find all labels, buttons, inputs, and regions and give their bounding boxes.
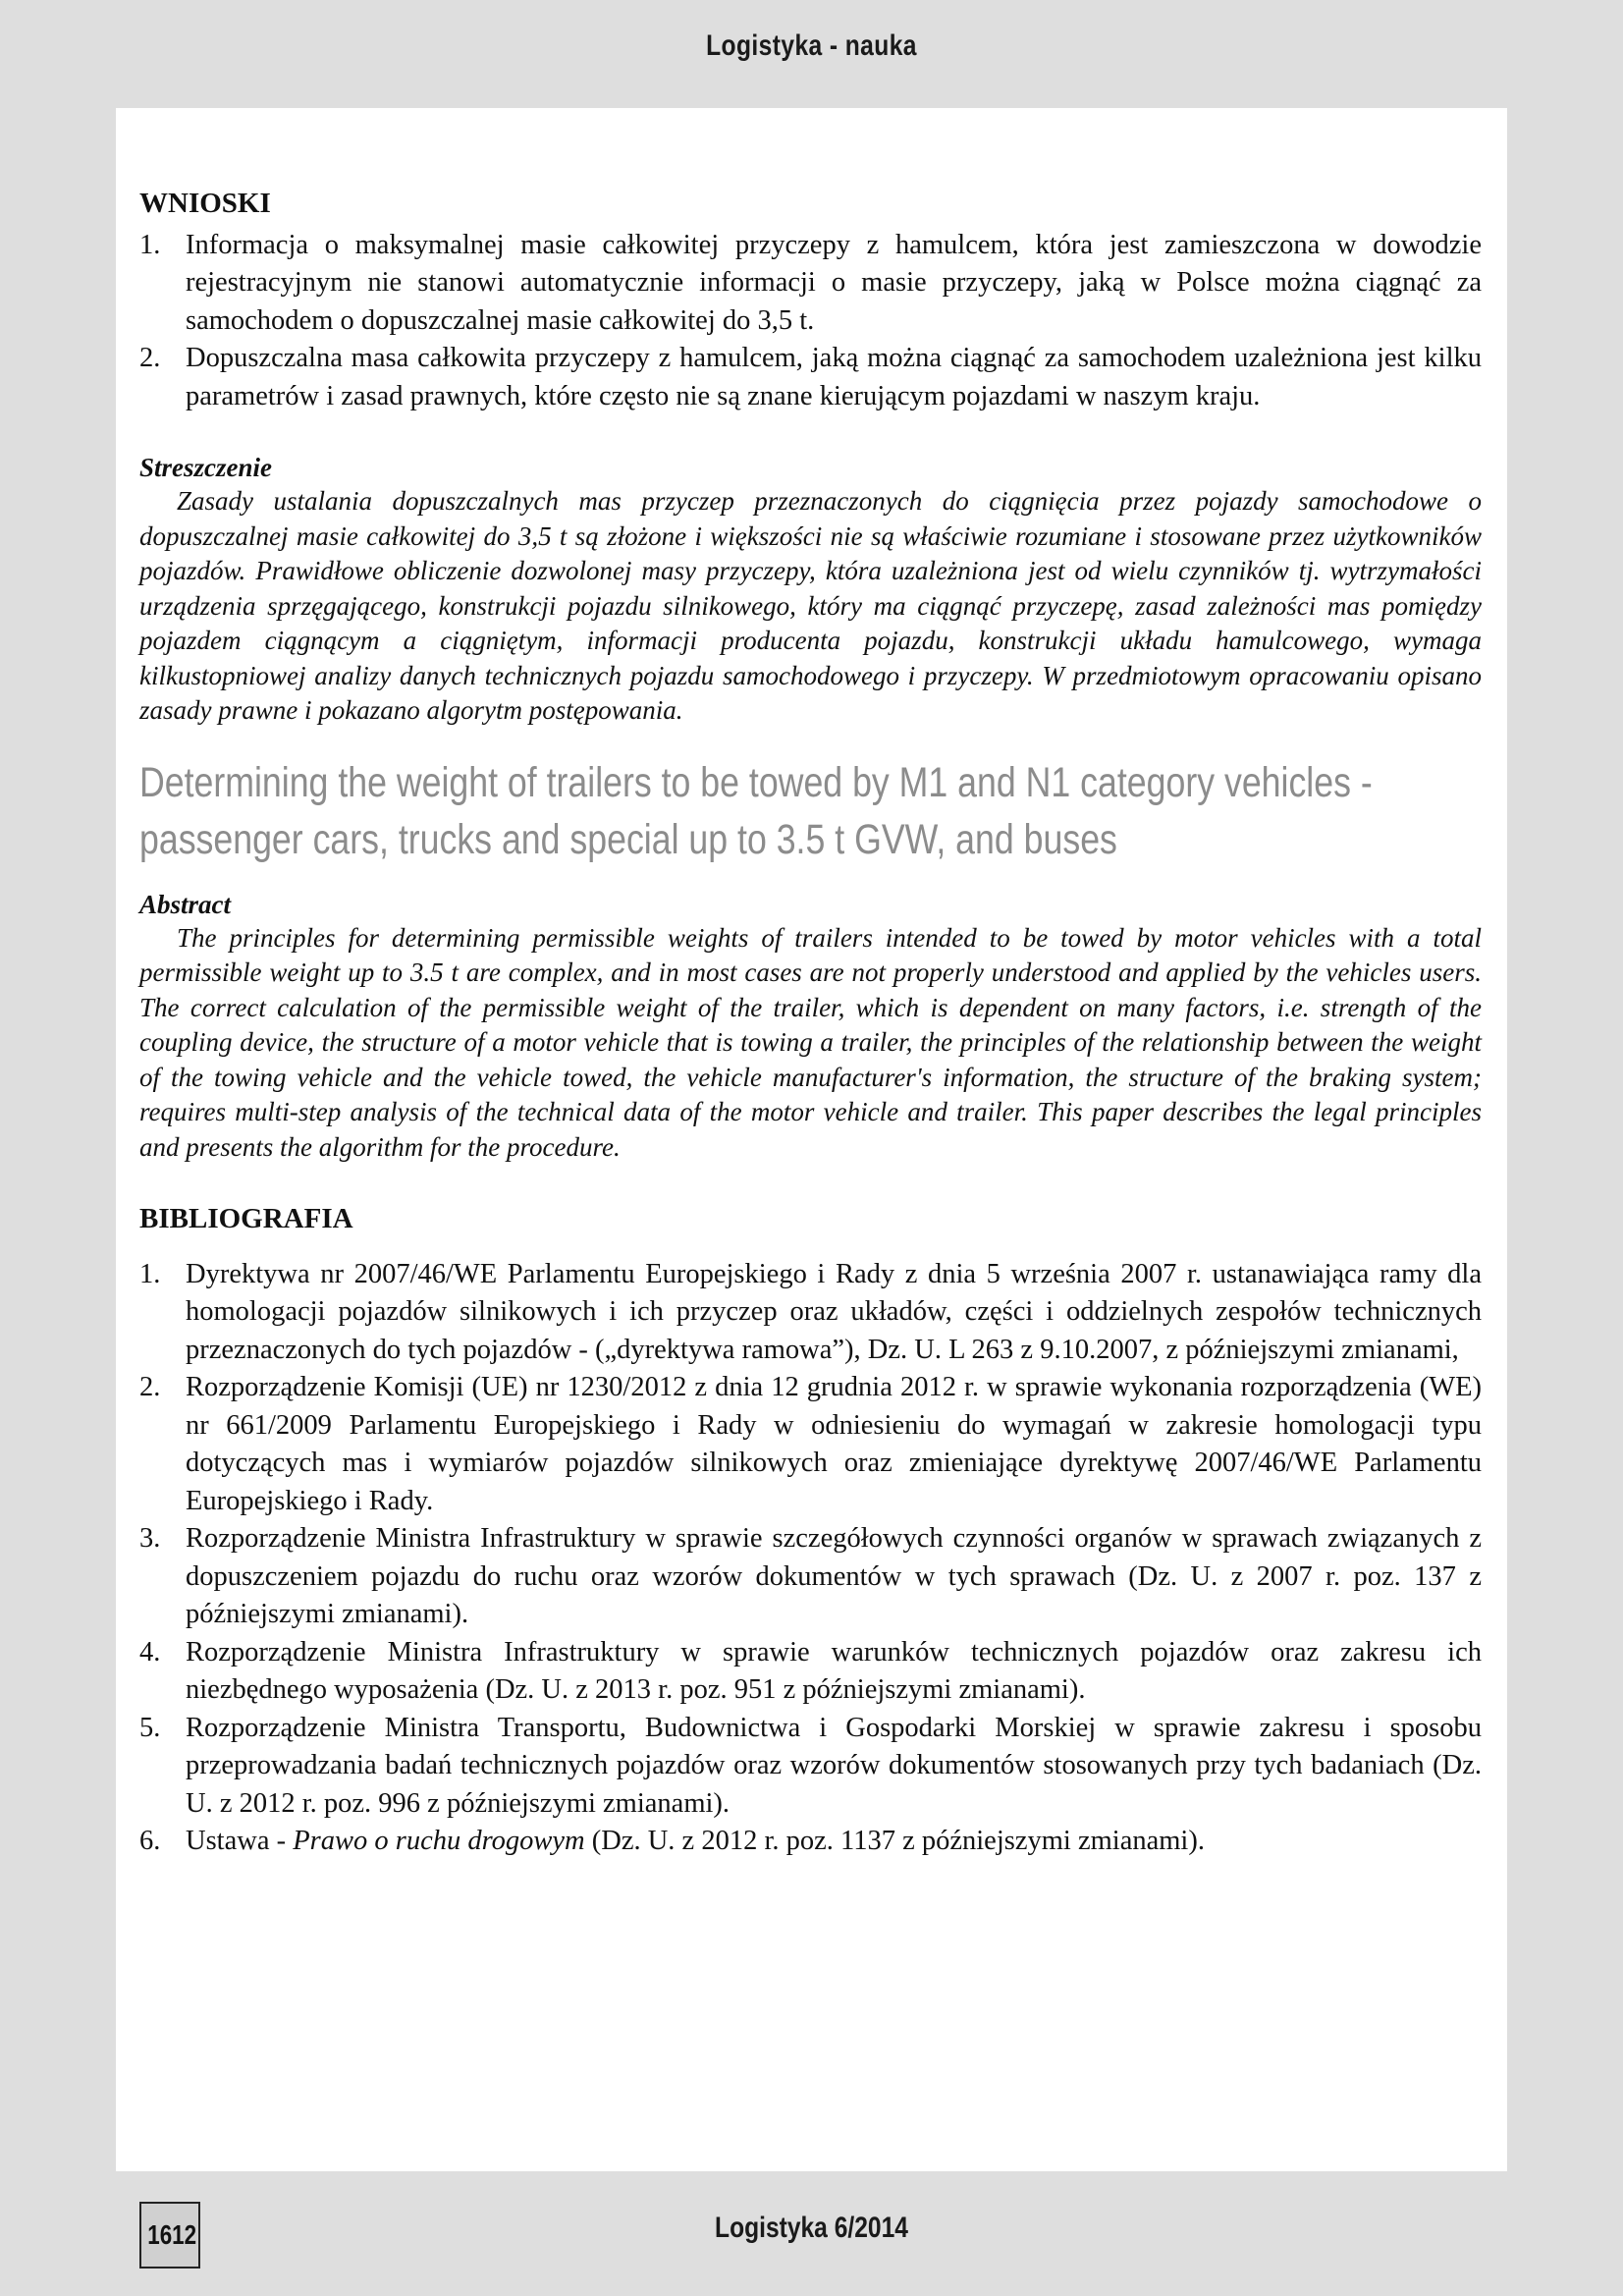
bibliography-heading: BIBLIOGRAFIA: [139, 1203, 353, 1234]
reference-number: 4.: [139, 1636, 161, 1667]
reference-item: [139, 1710, 1482, 1824]
reference-number: 2.: [139, 1372, 161, 1402]
reference-item: [139, 1520, 1482, 1634]
reference-text: Rozporządzenie Ministra Transportu, Budownictwa i Gospodarki Morskiej w sprawie zakresu i sposobu przeprowadzania badań technicznych pojazdów oraz wzorów dokumentów stosowanych przy tych badaniach (Dz. U. z 2012 r. poz. 996 z późniejszymi zmianami).: [186, 1712, 1482, 1819]
item-number: 2.: [139, 343, 161, 373]
item-text: Dopuszczalna masa całkowita przyczepy z hamulcem, jaką można ciągnąć za samochodem uzależniona jest kilku parametrów i zasad prawnych, które często nie są znane kierującym pojazdami w naszym kraju.: [186, 343, 1482, 411]
item-number: 1.: [139, 229, 161, 260]
reference-item: [139, 1823, 1482, 1861]
reference-text-prefix: Ustawa -: [186, 1826, 294, 1856]
conclusions-heading: WNIOSKI: [139, 188, 271, 219]
bibliography-list: [139, 1256, 1482, 1861]
list-item: [139, 340, 1482, 415]
polish-abstract-heading: Streszczenie: [139, 453, 272, 482]
reference-item: [139, 1256, 1482, 1370]
reference-item: [139, 1634, 1482, 1710]
english-abstract-section: [139, 888, 1482, 1166]
reference-text-suffix: (Dz. U. z 2012 r. poz. 1137 z późniejszymi zmianami).: [584, 1826, 1205, 1856]
page-number: 1612: [147, 2219, 197, 2250]
running-header: Logistyka - nauka: [706, 29, 917, 62]
list-item: [139, 227, 1482, 341]
reference-text: Rozporządzenie Ministra Infrastruktury w sprawie warunków technicznych pojazdów oraz zakresu ich niezbędnego wyposażenia (Dz. U. z 2013 r. poz. 951 z późniejszymi zmianami).: [186, 1636, 1482, 1705]
reference-number: 5.: [139, 1712, 161, 1743]
bibliography-section: [139, 1200, 1482, 1861]
page-body: [116, 108, 1507, 2171]
reference-item: [139, 1369, 1482, 1520]
conclusions-section: [139, 185, 1482, 415]
english-abstract-body: The principles for determining permissible weights of trailers intended to be towed by motor vehicles with a total permissible weight up to 3.5 t are complex, and in most cases are not properly understood and applied by the vehicles users. The correct calculation of the permissible weight of the trailer, which is dependent on many factors, i.e. strength of the coupling device, the structure of a motor vehicle that is towing a trailer, the principles of the relationship between the weight of the towing vehicle and the vehicle towed, the vehicle manufacturer's information, the structure of the braking system; requires multi-step analysis of the technical data of the motor vehicle and trailer. This paper describes the legal principles and presents the algorithm for the procedure.: [139, 922, 1482, 1162]
reference-number: 1.: [139, 1258, 161, 1289]
english-abstract-heading: Abstract: [139, 889, 232, 919]
reference-text: Rozporządzenie Ministra Infrastruktury w sprawie szczegółowych czynności organów w sprawach związanych z dopuszczeniem pojazdu do ruchu oraz wzorów dokumentów w tych sprawach (Dz. U. z 2007 r. poz. 137 z późniejszymi zmianami).: [186, 1523, 1482, 1629]
reference-number: 3.: [139, 1523, 161, 1554]
reference-title-italic: Prawo o ruchu drogowym: [293, 1826, 585, 1856]
footer-journal-issue: Logistyka 6/2014: [715, 2212, 908, 2244]
reference-text: Dyrektywa nr 2007/46/WE Parlamentu Europejskiego i Rady z dnia 5 września 2007 r. ustanawiająca ramy dla homologacji pojazdów silnikowych i ich przyczep oraz układów, części i oddzielnych zespołów technicznych przeznaczonych do tych pojazdów - („dyrektywa ramowa”), Dz. U. L 263 z 9.10.2007, z późniejszymi zmianami,: [186, 1258, 1482, 1365]
content: [139, 185, 1482, 1861]
item-text: Informacja o maksymalnej masie całkowitej przyczepy z hamulcem, która jest zamieszczona w dowodzie rejestracyjnym nie stanowi automatycznie informacji o masie przyczepy, jaką w Polsce można ciągnąć za samochodem o dopuszczalnej masie całkowitej do 3,5 t.: [186, 229, 1482, 336]
reference-number: 6.: [139, 1826, 161, 1856]
conclusions-list: [139, 227, 1482, 416]
polish-abstract-body: Zasady ustalania dopuszczalnych mas przyczep przeznaczonych do ciągnięcia przez pojazdy samochodowe o dopuszczalnej masie całkowitej do 3,5 t są złożone i większości nie są właściwie rozumiane i stosowane przez użytkowników pojazdów. Prawidłowe obliczenie dozwolonej masy przyczepy, która uzależniona jest od wielu czynników tj. wytrzymałości urządzenia sprzęgającego, konstrukcji pojazdu silnikowego, który ma ciągnąć przyczepę, zasad zależności mas pomiędzy pojazdem ciągnącym a ciągniętym, informacji producenta pojazdu, konstrukcji układu hamulcowego, wymaga kilkustopniowej analizy danych technicznych pojazdu samochodowego i przyczepy. W przedmiotowym opracowaniu opisano zasady prawne i pokazano algorytm postępowania.: [139, 486, 1482, 725]
polish-abstract-section: [139, 451, 1482, 729]
reference-text: Rozporządzenie Komisji (UE) nr 1230/2012 z dnia 12 grudnia 2012 r. w sprawie wykonania rozporządzenia (WE) nr 661/2009 Parlamentu Europejskiego i Rady w odniesieniu do wymagań w zakresie homologacji typu dotyczących mas i wymiarów pojazdów silnikowych oraz zmieniające dyrektywę 2007/46/WE Parlamentu Europejskiego i Rady.: [186, 1372, 1482, 1516]
english-title: Determining the weight of trailers to be towed by M1 and N1 category vehicles - passenger cars, trucks and special up to 3.5 t GVW, and buses: [139, 758, 1373, 863]
